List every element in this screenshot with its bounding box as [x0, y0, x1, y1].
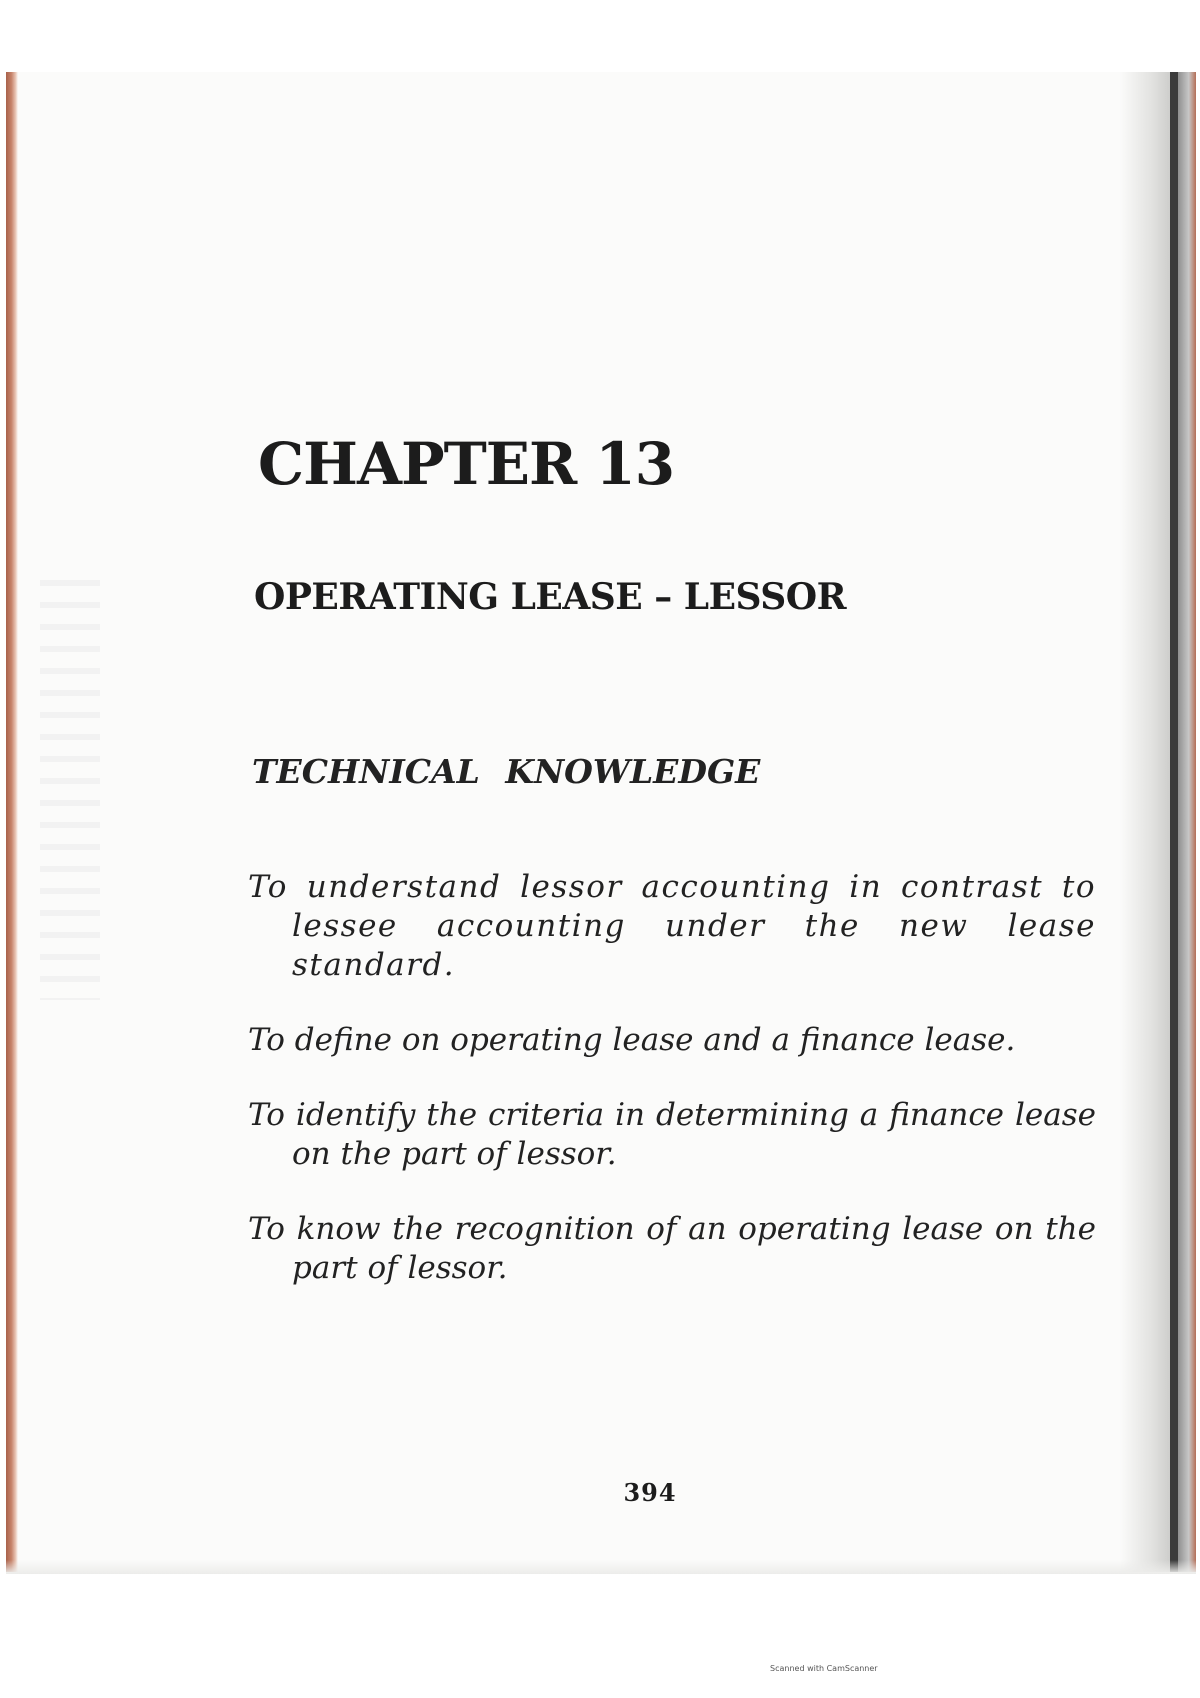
- bleed-through-marks: [40, 580, 100, 1000]
- bottom-page-edge: [6, 1560, 1196, 1574]
- scanned-page: [6, 72, 1196, 1572]
- book-spine: [1170, 72, 1178, 1572]
- objective-item: To understand lessor accounting in contrast to lessee accounting under the new lease standard.: [248, 869, 1096, 983]
- chapter-subtitle: OPERATING LEASE – LESSOR: [254, 576, 846, 618]
- learning-objectives-list: [248, 868, 1096, 1324]
- binding-shadow: [1120, 72, 1176, 1572]
- scanner-watermark: Scanned with CamScanner: [770, 1664, 878, 1673]
- objective-item: To identify the criteria in determining a finance lease on the part of lessor.: [248, 1097, 1096, 1172]
- objective-item: To define on operating lease and a finance lease.: [248, 1022, 1016, 1058]
- chapter-title: CHAPTER 13: [258, 430, 675, 498]
- page-number: 394: [623, 1478, 677, 1507]
- right-page-edge: [1178, 72, 1196, 1572]
- objective-item: To know the recognition of an operating lease on the part of lessor.: [248, 1211, 1096, 1286]
- section-heading: TECHNICAL KNOWLEDGE: [252, 752, 761, 791]
- left-page-edge: [6, 72, 18, 1572]
